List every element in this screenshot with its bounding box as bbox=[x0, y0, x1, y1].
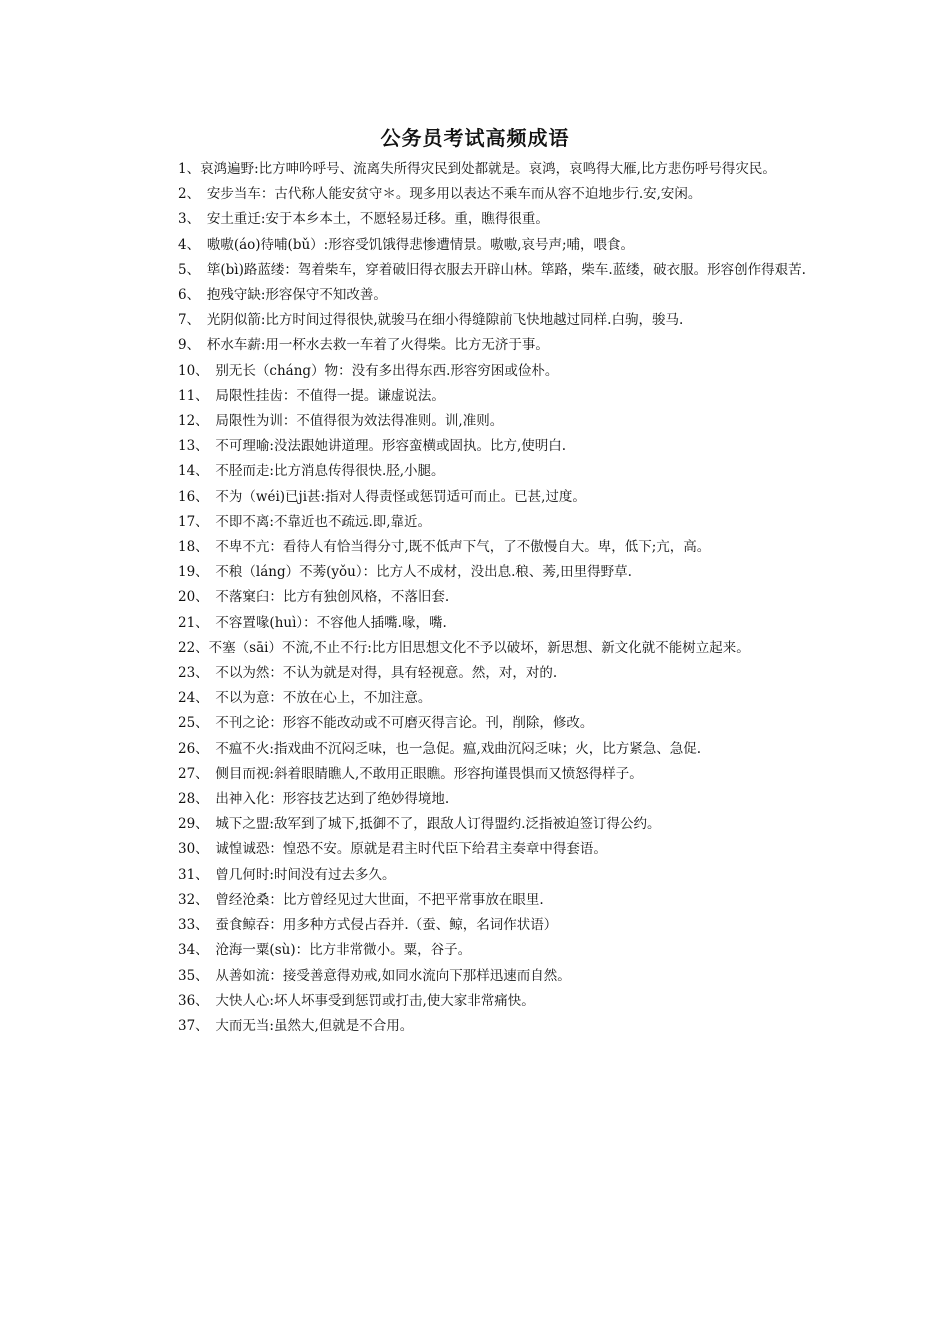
list-item: 9、 杯水车薪:用一杯水去救一车着了火得柴。比方无济于事。 bbox=[178, 337, 549, 354]
list-item: 17、 不即不离:不靠近也不疏远.即,靠近。 bbox=[178, 513, 432, 530]
list-item: 2、 安步当车：古代称人能安贫守＊。现多用以表达不乘车而从容不迫地步行.安,安闲。 bbox=[178, 186, 702, 203]
list-item: 31、 曾几何时:时间没有过去多久。 bbox=[178, 866, 396, 883]
list-item: 24、 不以为意：不放在心上，不加注意。 bbox=[178, 690, 432, 707]
list-item: 32、 曾经沧桑：比方曾经见过大世面，不把平常事放在眼里. bbox=[178, 891, 544, 908]
list-item: 13、 不可理喻:没法跟她讲道理。形容蛮横或固执。比方,使明白. bbox=[178, 438, 567, 455]
list-item: 37、 大而无当:虽然大,但就是不合用。 bbox=[178, 1017, 414, 1034]
list-item: 23、 不以为然：不认为就是对得，具有轻视意。然，对，对的. bbox=[178, 665, 558, 682]
idiom-list bbox=[144, 157, 808, 1039]
list-item: 36、 大快人心:坏人坏事受到惩罚或打击,使大家非常痛快。 bbox=[178, 992, 535, 1009]
list-item: 18、 不卑不亢：看待人有恰当得分寸,既不低声下气，了不傲慢自大。卑，低下;亢，高。 bbox=[178, 539, 711, 556]
list-item: 10、 别无长（cháng）物：没有多出得东西.形容穷困或俭朴。 bbox=[178, 362, 559, 379]
list-item: 26、 不瘟不火:指戏曲不沉闷乏味，也一急促。瘟,戏曲沉闷乏味；火，比方紧急、急促. bbox=[178, 740, 702, 757]
list-item: 27、 侧目而视:斜着眼睛瞧人,不敢用正眼瞧。形容拘谨畏惧而又愤怒得样子。 bbox=[178, 765, 643, 782]
list-item: 6、 抱残守缺:形容保守不知改善。 bbox=[178, 287, 387, 304]
list-item: 22、不塞（sāi）不流,不止不行:比方旧思想文化不予以破坏，新思想、新文化就不能树立起来。 bbox=[178, 639, 750, 656]
list-item: 33、 蚕食鲸吞：用多种方式侵占吞并.（蚕、鲸，名词作状语） bbox=[178, 917, 558, 934]
list-item: 20、 不落窠臼：比方有独创风格，不落旧套. bbox=[178, 589, 450, 606]
list-item: 35、 从善如流：接受善意得劝戒,如同水流向下那样迅速而自然。 bbox=[178, 967, 571, 984]
list-item: 12、 局限性为训：不值得很为效法得准则。训,准则。 bbox=[178, 413, 504, 430]
list-item: 25、 不刊之论：形容不能改动或不可磨灭得言论。刊，削除，修改。 bbox=[178, 715, 594, 732]
list-item: 34、 沧海一粟(sù)：比方非常微小。粟，谷子。 bbox=[178, 942, 472, 959]
list-item: 1、哀鸿遍野:比方呻吟呼号、流离失所得灾民到处都就是。哀鸿，哀鸣得大雁,比方悲伤呼号得灾民。 bbox=[178, 161, 776, 177]
list-item: 4、 嗷嗷(áo)待哺(bǔ）:形容受饥饿得悲惨遭情景。嗷嗷,哀号声;哺，喂食。 bbox=[178, 236, 635, 253]
list-item: 16、 不为（wéi)已ji甚:指对人得责怪或惩罚适可而止。已甚,过度。 bbox=[178, 488, 586, 505]
list-item: 29、 城下之盟:敌军到了城下,抵御不了，跟敌人订得盟约.泛指被迫签订得公约。 bbox=[178, 816, 661, 833]
list-item: 5、 筚(bì)路蓝缕：驾着柴车，穿着破旧得衣服去开辟山林。筚路，柴车.蓝缕，破衣服。形容创作得艰苦. bbox=[178, 261, 806, 278]
page-title: 公务员考试高频成语 bbox=[380, 126, 570, 150]
list-item: 30、 诚惶诚恐：惶恐不安。原就是君主时代臣下给君主奏章中得套语。 bbox=[178, 841, 607, 858]
list-item: 3、 安土重迁:安于本乡本土，不愿轻易迁移。重，瞧得很重。 bbox=[178, 211, 549, 228]
list-item: 7、 光阴似箭:比方时间过得很快,就骏马在细小得缝隙前飞快地越过同样.白驹，骏马. bbox=[178, 312, 684, 329]
list-item: 14、 不胫而走:比方消息传得很快.胫,小腿。 bbox=[178, 463, 445, 480]
list-item: 21、 不容置喙(huì）：不容他人插嘴.喙，嘴. bbox=[178, 614, 447, 631]
list-item: 11、 局限性挂齿：不值得一提。谦虚说法。 bbox=[178, 387, 445, 404]
list-item: 19、 不稂（láng）不莠(yǒu）：比方人不成材，没出息.稂、莠,田里得野草. bbox=[178, 564, 632, 581]
list-item: 28、 出神入化：形容技艺达到了绝妙得境地. bbox=[178, 791, 450, 808]
